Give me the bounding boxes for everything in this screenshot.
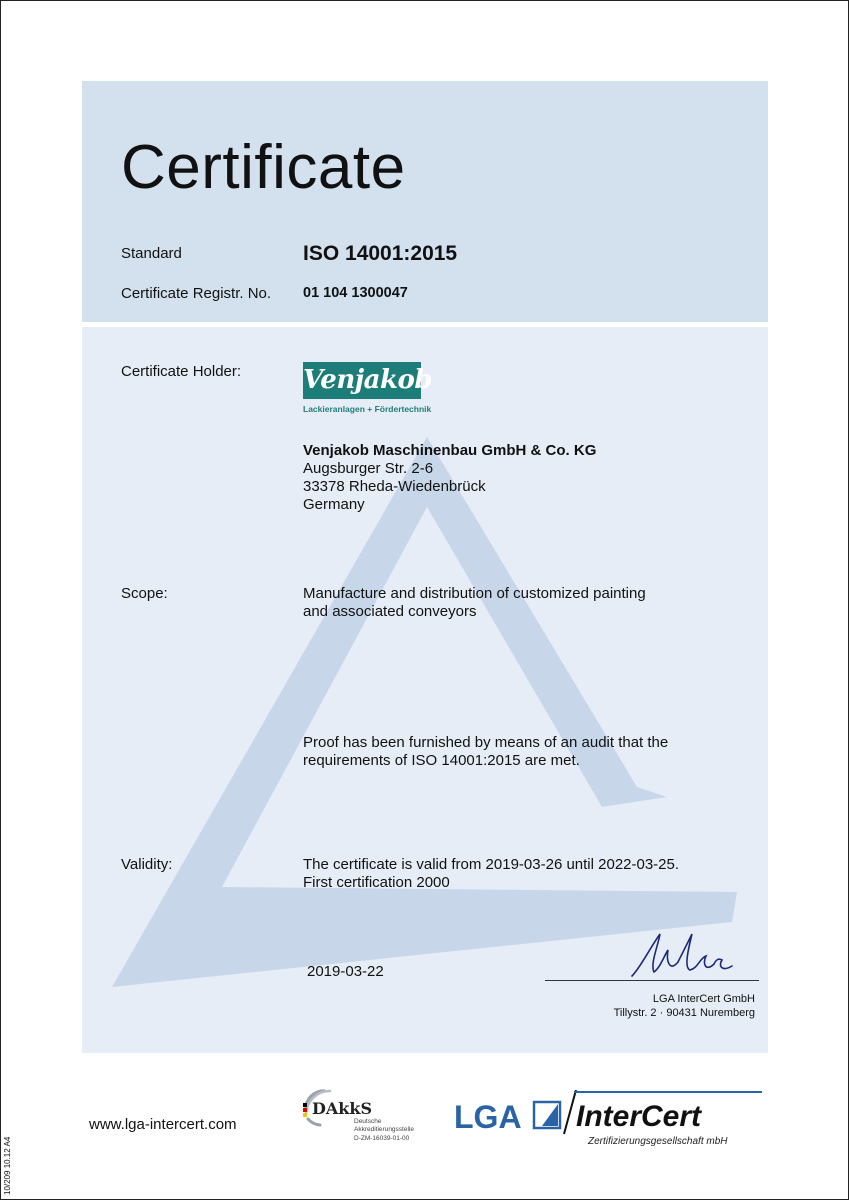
- holder-address: [303, 442, 596, 514]
- page-title: Certificate: [121, 133, 406, 202]
- signature-icon: [620, 928, 740, 984]
- scope-line-2: and associated conveyors: [303, 603, 477, 620]
- standard-label: Standard: [121, 245, 182, 262]
- intercert-text: InterCert: [576, 1100, 702, 1133]
- venjakob-logo-text: Venjakob: [303, 365, 433, 395]
- issuer-address: Tillystr. 2 · 90431 Nuremberg: [613, 1007, 755, 1019]
- validity-line-2: First certification 2000: [303, 874, 450, 891]
- issuer-name: LGA InterCert GmbH: [652, 993, 755, 1005]
- registration-value: 01 104 1300047: [303, 285, 408, 301]
- dakks-line-2: Akkreditierungsstelle: [354, 1126, 414, 1133]
- proof-line-2: requirements of ISO 14001:2015 are met.: [303, 752, 580, 769]
- validity-label: Validity:: [121, 856, 173, 873]
- holder-city: 33378 Rheda-Wiedenbrück: [303, 478, 486, 495]
- validity-text: [303, 856, 679, 892]
- scope-label: Scope:: [121, 585, 168, 602]
- registration-label: Certificate Registr. No.: [121, 285, 272, 302]
- holder-company: Venjakob Maschinenbau GmbH & Co. KG: [303, 442, 597, 459]
- proof-line-1: Proof has been furnished by means of an audit that the: [303, 734, 669, 751]
- lga-text: LGA: [454, 1099, 522, 1135]
- validity-line-1: The certificate is valid from 2019-03-26 until 2022-03-25.: [303, 856, 680, 873]
- issue-date: 2019-03-22: [307, 963, 384, 980]
- dakks-accreditation-logo: [298, 1081, 426, 1147]
- scope-text: [303, 585, 646, 621]
- venjakob-logo: [303, 362, 433, 399]
- signature-line: [545, 980, 759, 981]
- holder-country: Germany: [303, 496, 365, 513]
- dakks-name: DAkkS: [312, 1099, 373, 1118]
- holder-label: Certificate Holder:: [121, 363, 242, 380]
- holder-street: Augsburger Str. 2-6: [303, 460, 434, 477]
- dakks-line-1: Deutsche: [354, 1118, 382, 1125]
- venjakob-logo-tagline: Lackieranlagen + Fördertechnik: [303, 404, 432, 414]
- intercert-subtitle: Zertifizierungsgesellschaft mbH: [588, 1136, 728, 1147]
- lga-intercert-logo: [452, 1090, 762, 1148]
- proof-text: [303, 734, 668, 770]
- dakks-id: D-ZM-16039-01-00: [354, 1135, 410, 1142]
- scope-line-1: Manufacture and distribution of customized painting: [303, 585, 646, 602]
- document-code: 10/209 10.12 A4: [3, 1136, 12, 1195]
- standard-value: ISO 14001:2015: [303, 242, 458, 265]
- website-link[interactable]: www.lga-intercert.com: [89, 1116, 237, 1133]
- issuer-block: [545, 992, 755, 1020]
